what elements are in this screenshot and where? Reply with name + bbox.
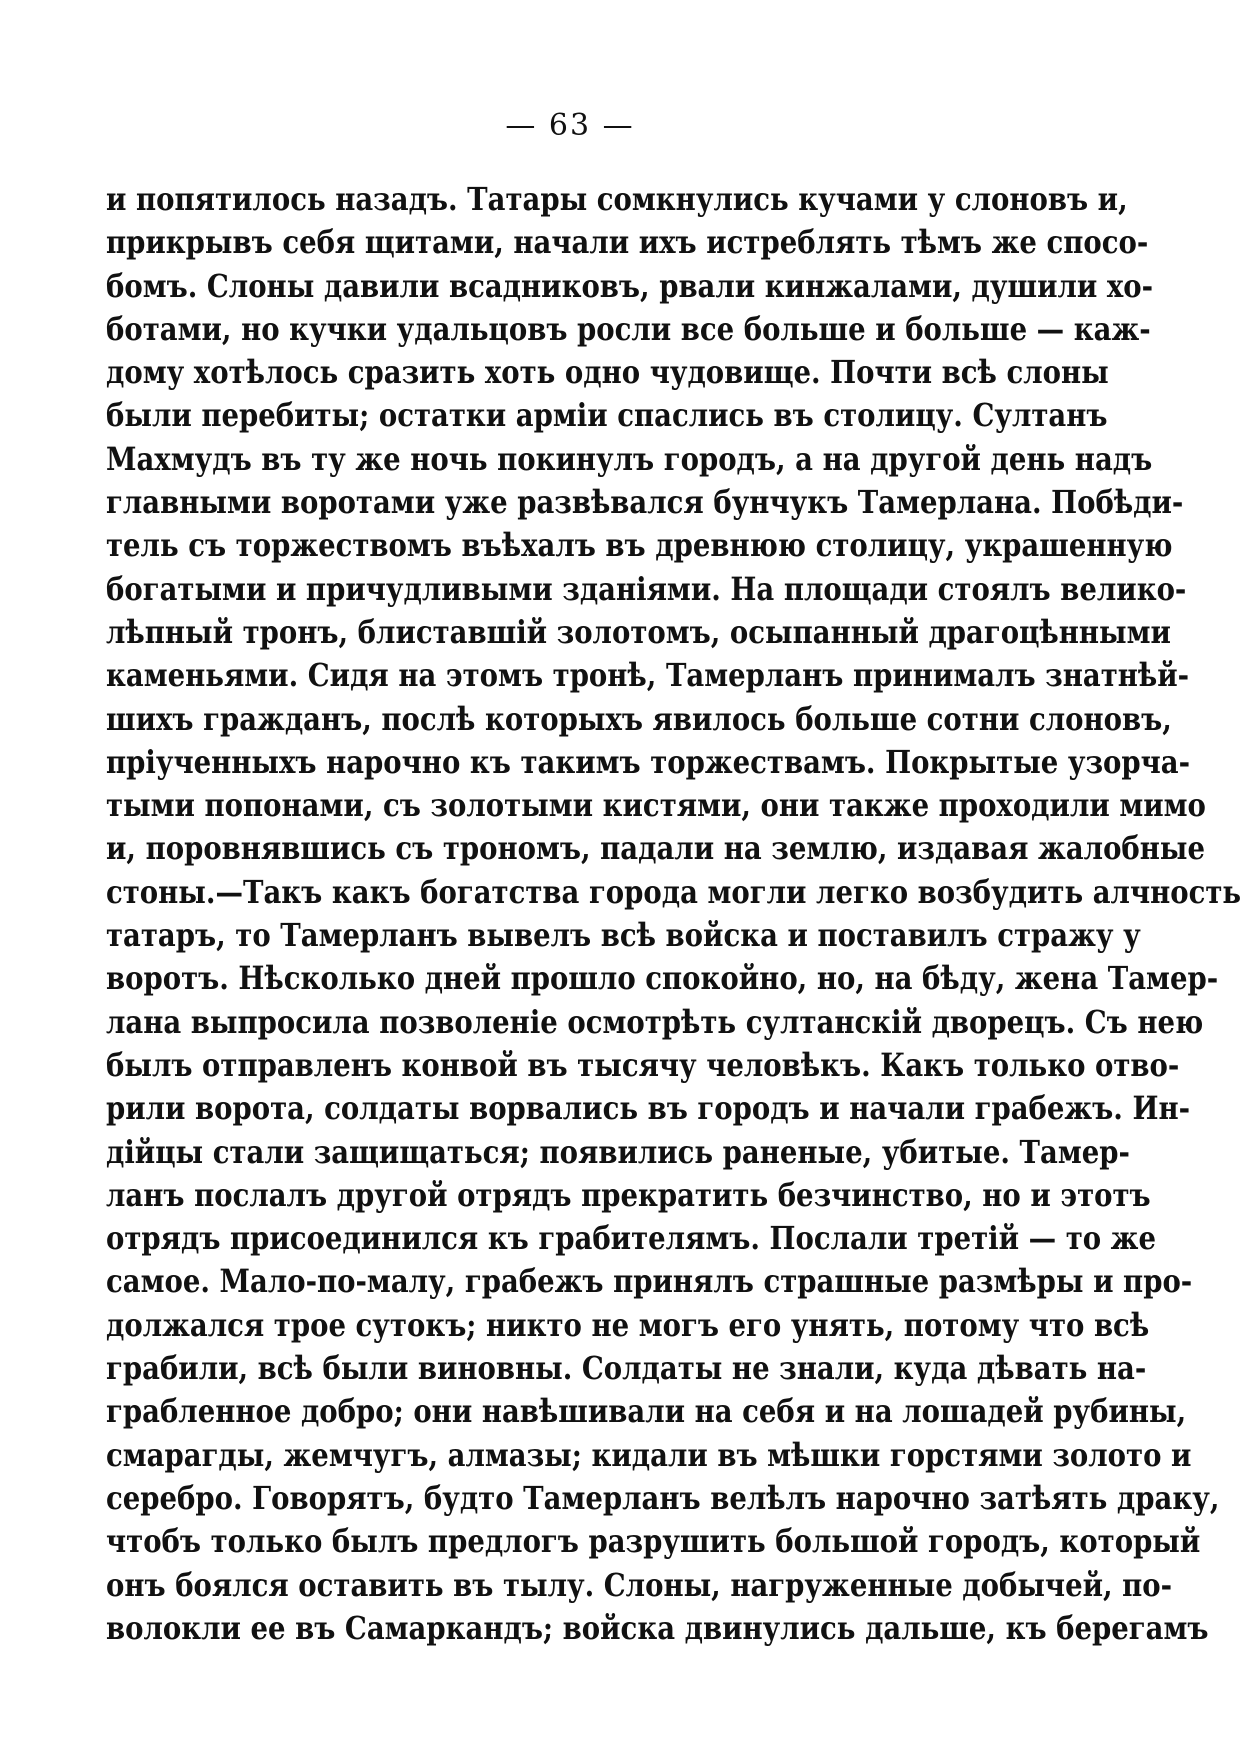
text-line: грабленное добро; они навѣшивали на себя и на лошадей рубины, [106,1392,1187,1431]
text-line: рили ворота, солдаты ворвались въ городъ и начали грабежъ. Ин- [106,1089,1191,1128]
text-line: дому хотѣлось сразить хоть одно чудовище. Почти всѣ слоны [106,353,1109,392]
page-number: — 63 — [505,108,635,143]
text-line: должался трое сутокъ; никто не могъ его унять, потому что всѣ [106,1305,1150,1344]
text-line: ботами, но кучки удальцовъ росли все больше и больше — каж- [106,309,1151,348]
text-line: былъ отправленъ конвой въ тысячу человѣкъ. Какъ только отво- [106,1045,1180,1084]
text-line: онъ боялся оставить въ тылу. Слоны, нагруженные добычей, по- [106,1565,1173,1604]
text-line: чтобъ только былъ предлогъ разрушить большой городъ, который [106,1522,1201,1561]
text-line: отрядъ присоединился къ грабителямъ. Послали третій — то же [106,1219,1156,1258]
text-line: и, поровнявшись съ трономъ, падали на землю, издавая жалобные [106,829,1206,868]
text-line: тель съ торжествомъ въѣхалъ въ древнюю столицу, украшенную [106,526,1173,565]
text-line: серебро. Говорятъ, будто Тамерланъ велѣлъ нарочно затѣять драку, [106,1478,1220,1517]
text-line: смарагды, жемчугъ, алмазы; кидали въ мѣшки горстями золото и [106,1435,1192,1474]
text-line: грабили, всѣ были виновны. Солдаты не знали, куда дѣвать на- [106,1349,1147,1388]
text-line: волокли ее въ Самаркандъ; войска двинулись дальше, къ берегамъ [106,1608,1209,1647]
text-line: каменьями. Сидя на этомъ тронѣ, Тамерланъ принималъ знатнѣй- [106,656,1190,695]
text-line: стоны.—Такъ какъ богатства города могли легко возбудить алчность [106,872,1241,911]
text-line: пріученныхъ нарочно къ такимъ торжествамъ. Покрытые узорча- [106,742,1191,781]
text-line: лана выпросила позволеніе осмотрѣть султанскій дворецъ. Съ нею [106,1002,1204,1041]
body-text [106,178,1241,1650]
text-line: дійцы стали защищаться; появились раненые, убитые. Тамер- [106,1132,1130,1171]
text-line: ланъ послалъ другой отрядъ прекратить безчинство, но и этотъ [106,1175,1151,1214]
text-line: воротъ. Нѣсколько дней прошло спокойно, но, на бѣду, жена Тамер- [106,959,1219,998]
text-line: были перебиты; остатки арміи спаслись въ столицу. Султанъ [106,396,1108,435]
text-line: татаръ, то Тамерланъ вывелъ всѣ войска и поставилъ стражу у [106,916,1141,955]
text-line: прикрывъ себя щитами, начали ихъ истреблять тѣмъ же спосо- [106,223,1149,262]
text-line: богатыми и причудливыми зданіями. На площади стоялъ велико- [106,569,1187,608]
text-line: и попятилось назадъ. Татары сомкнулись кучами у слоновъ и, [106,180,1128,218]
text-line: шихъ гражданъ, послѣ которыхъ явилось больше сотни слоновъ, [106,699,1172,738]
text-line: тыми попонами, съ золотыми кистями, они также проходили мимо [106,786,1206,825]
text-line: самое. Мало-по-малу, грабежъ принялъ страшные размѣры и про- [106,1262,1193,1301]
text-line: лѣпный тронъ, блиставшій золотомъ, осыпанный драгоцѣнными [106,612,1171,651]
text-line: бомъ. Слоны давили всадниковъ, рвали кинжалами, душили хо- [106,266,1154,305]
text-line: главными воротами уже развѣвался бунчукъ Тамерлана. Побѣди- [106,483,1184,522]
text-line: Махмудъ въ ту же ночь покинулъ городъ, а на другой день надъ [106,439,1153,478]
